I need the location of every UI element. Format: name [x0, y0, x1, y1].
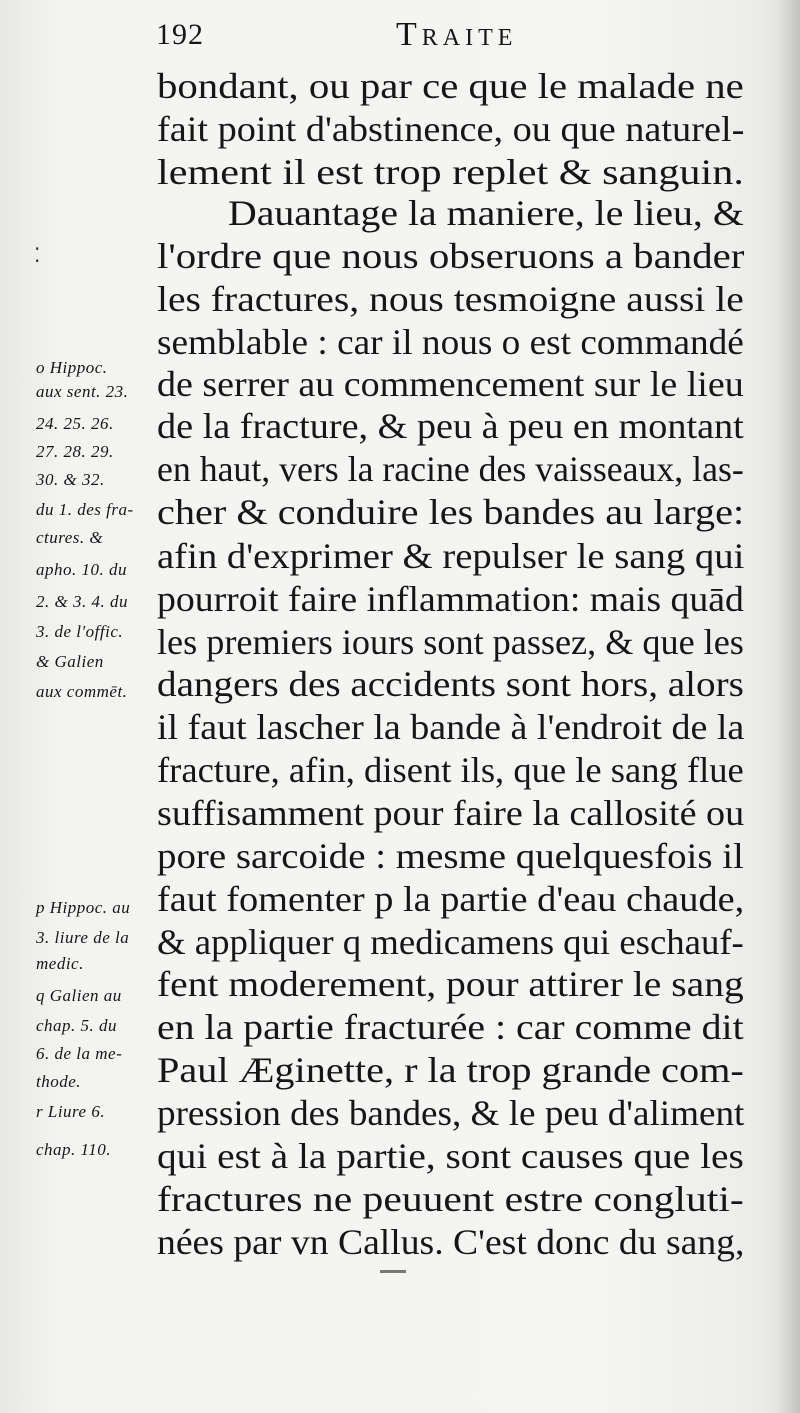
margin-note: 6. de la me-	[36, 1044, 123, 1063]
text-line: de serrer au commencement sur le lieu	[157, 364, 744, 404]
text-line: Paul Æginette, r la trop grande com-	[157, 1050, 744, 1090]
margin-note: ctures. &	[36, 528, 104, 547]
text-line: Dauantage la maniere, le lieu, &	[228, 193, 744, 233]
text-line: lement il est trop replet & sanguin.	[157, 152, 744, 192]
text-line: dangers des accidents sont hors, alors	[157, 664, 744, 704]
margin-note: apho. 10. du	[36, 560, 127, 579]
text-line: en haut, vers la racine des vaisseaux, las-	[157, 449, 744, 489]
margin-note: du 1. des fra-	[36, 500, 134, 519]
margin-note: & Galien	[36, 652, 104, 671]
text-line: cher & conduire les bandes au large:	[157, 492, 745, 532]
text-line: pourroit faire inflammation: mais quād	[157, 579, 744, 619]
margin-note: 3. de l'offic.	[36, 622, 124, 641]
text-line: de la fracture, & peu à peu en montant	[157, 406, 744, 446]
text-line: l'ordre que nous obseruons a bander	[157, 236, 745, 276]
text-line: pore sarcoide : mesme quelquesfois il	[157, 836, 744, 876]
text-line: les premiers iours sont passez, & que les	[157, 622, 744, 662]
margin-note: medic.	[36, 954, 84, 973]
margin-note: 24. 25. 26.	[36, 414, 114, 433]
margin-note: 3. liure de la	[36, 928, 130, 947]
text-line: qui est à la partie, sont causes que les	[157, 1136, 744, 1176]
margin-note: chap. 5. du	[36, 1016, 118, 1035]
text-line: pression des bandes, & le peu d'aliment	[157, 1093, 745, 1133]
text-line: faut fomenter p la partie d'eau chaude,	[157, 879, 745, 919]
margin-note: r Liure 6.	[36, 1102, 106, 1121]
text-line: fait point d'abstinence, ou que naturel-	[157, 109, 745, 149]
text-line: semblable : car il nous o est commandé	[157, 322, 744, 362]
text-line: fent moderement, pour attirer le sang	[157, 964, 744, 1004]
margin-note: chap. 110.	[36, 1140, 112, 1159]
text-line: il faut lascher la bande à l'endroit de la	[157, 707, 745, 747]
ink-smudge	[380, 1270, 406, 1273]
margin-note: p Hippoc. au	[36, 898, 131, 917]
margin-note: 27. 28. 29.	[36, 442, 114, 461]
text-line: bondant, ou par ce que le malade ne	[157, 66, 744, 106]
margin-note: 30. & 32.	[36, 470, 105, 489]
margin-note: aux sent. 23.	[36, 382, 129, 401]
margin-note: 2. & 3. 4. du	[36, 592, 128, 611]
margin-notes	[0, 0, 160, 1413]
text-line: en la partie fracturée : car comme dit	[157, 1007, 744, 1047]
running-title: Traite	[396, 16, 518, 53]
text-line: nées par vn Callus. C'est donc du sang,	[157, 1222, 745, 1262]
margin-note: aux commēt.	[36, 682, 128, 701]
margin-note: q Galien au	[36, 986, 122, 1005]
text-line: fracture, afin, disent ils, que le sang flue	[157, 750, 744, 790]
stray-mark-icon: ⁚	[34, 245, 41, 267]
margin-note: thode.	[36, 1072, 82, 1091]
margin-note: o Hippoc.	[36, 358, 108, 377]
text-line: suffisamment pour faire la callosité ou	[157, 793, 745, 833]
text-line: afin d'exprimer & repulser le sang qui	[157, 536, 745, 576]
text-line: fractures ne peuuent estre congluti-	[157, 1179, 744, 1219]
text-line: & appliquer q medicamens qui eschauf-	[157, 922, 744, 962]
page-number: 192	[156, 18, 204, 51]
text-line: les fractures, nous tesmoigne aussi le	[157, 279, 744, 319]
